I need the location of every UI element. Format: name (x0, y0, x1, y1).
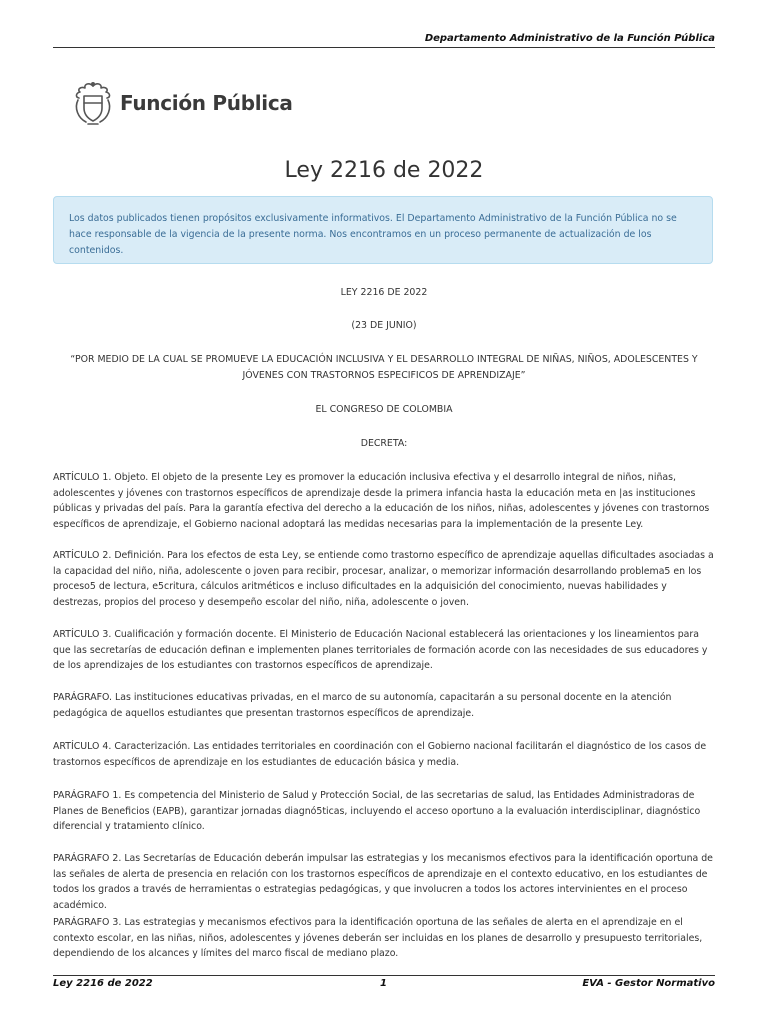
notice-text: Los datos publicados tienen propósitos exclusivamente informativos. El Departamento Administrativo de la Función Pública no se hace responsable de la vigencia de la presente norma. Nos encontramos en un proceso permanente de actualización de los contenidos. (69, 213, 677, 256)
paragraph-article-3: PARÁGRAFO. Las instituciones educativas privadas, en el marco de su autonomía, capacitarán a su personal docente en la atención pedagógica de aquellos estudiantes que presentan trastornos específicos de aprendizaje. (53, 692, 672, 719)
header-org: Departamento Administrativo de la Función Pública (424, 33, 715, 44)
article-4: ARTÍCULO 4. Caracterización. Las entidades territoriales en coordinación con el Gobierno nacional facilitarán el diagnóstico de los casos de trastornos específicos de aprendizaje en los estudiantes de educación básica y media. (53, 741, 707, 768)
article-2: ARTÍCULO 2. Definición. Para los efectos de esta Ley, se entiende como trastorno específico de aprendizaje aquellas dificultades asociadas a la capacidad del niño, niña, adolescente o joven para recibir, procesar, analizar, o memorizar información desarrollando problema5 en los proceso5 de lectura, e5critura, cálculos aritméticos e incluso dificultades en la adquisición del conocimiento, nuevas habilidades y destrezas, propios del proceso y desempeño escolar del niño, niña, adolescente o joven. (53, 550, 714, 608)
article-3: ARTÍCULO 3. Cualificación y formación docente. El Ministerio de Educación Nacional establecerá las orientaciones y los lineamientos para que las secretarías de educación definan e implementen planes territoriales de formación acorde con las necesidades de sus educadores y de los aprendizajes de los estudiantes con trastornos específicos de aprendizaje. (53, 629, 708, 671)
page-header (53, 30, 715, 48)
footer-divider (53, 975, 715, 976)
disclaimer-notice (53, 196, 713, 264)
page-title: Ley 2216 de 2022 (284, 158, 484, 183)
coat-of-arms-icon (70, 78, 116, 128)
paragraph-2-article-4: PARÁGRAFO 2. Las Secretarías de Educación deberán impulsar las estrategias y los mecanismos efectivos para la identificación oportuna de las señales de alerta de presencia en relación con los trastornos específicos de aprendizaje en el contexto educativo, en los estudiantes de todos los grados a través de herramientas o estrategias pedagógicas, y que involucren a todos los actores intervinientes en el proceso académico. (53, 853, 713, 911)
law-heading: LEY 2216 DE 2022 (340, 287, 428, 298)
law-date: (23 DE JUNIO) (351, 320, 417, 331)
congress-heading: EL CONGRESO DE COLOMBIA (315, 404, 453, 415)
footer-system-name: EVA - Gestor Normativo (582, 978, 715, 989)
footer-page-number: 1 (380, 978, 387, 989)
law-subject: “POR MEDIO DE LA CUAL SE PROMUEVE LA EDUCACIÓN INCLUSIVA Y EL DESARROLLO INTEGRAL DE NIÑAS, NIÑOS, ADOLESCENTES Y JÓVENES CON TRASTORNOS ESPECIFICOS DE APRENDIZAJE” (70, 354, 698, 381)
funcion-publica-logo (70, 78, 293, 128)
paragraph-1-article-4: PARÁGRAFO 1. Es competencia del Ministerio de Salud y Protección Social, de las secretarias de salud, las Entidades Administradoras de Planes de Beneficios (EAPB), garantizar jornadas diagnó5ticas, incluyendo el acceso oportuno a la evaluación interdisciplinar, diagnóstico diferencial y tratamiento clínico. (53, 790, 701, 832)
article-1: ARTÍCULO 1. Objeto. El objeto de la presente Ley es promover la educación inclusiva efectiva y el desarrollo integral de niños, niñas, adolescentes y jóvenes con trastornos específicos de aprendizaje desde la primera infancia hasta la educación meta en |as instituciones públicas y privadas del país. Para la garantía efectiva del derecho a la educación de los niños, niñas, adolescentes y jóvenes con trastornos específicos de aprendizaje, el Gobierno nacional adoptará las medidas necesarias para la implementación de la presente Ley. (53, 472, 710, 530)
footer-law-name: Ley 2216 de 2022 (53, 978, 153, 989)
decree-heading: DECRETA: (360, 438, 408, 449)
paragraph-3-article-4: PARÁGRAFO 3. Las estrategias y mecanismos efectivos para la identificación oportuna de las señales de alerta en el aprendizaje en el contexto escolar, en las niñas, niños, adolescentes y jóvenes deberán ser incluidas en los planes de desarrollo y presupuesto territoriales, dependiendo de los alcances y límites del marco fiscal de mediano plazo. (53, 917, 703, 959)
logo-text: Función Pública (120, 91, 293, 115)
